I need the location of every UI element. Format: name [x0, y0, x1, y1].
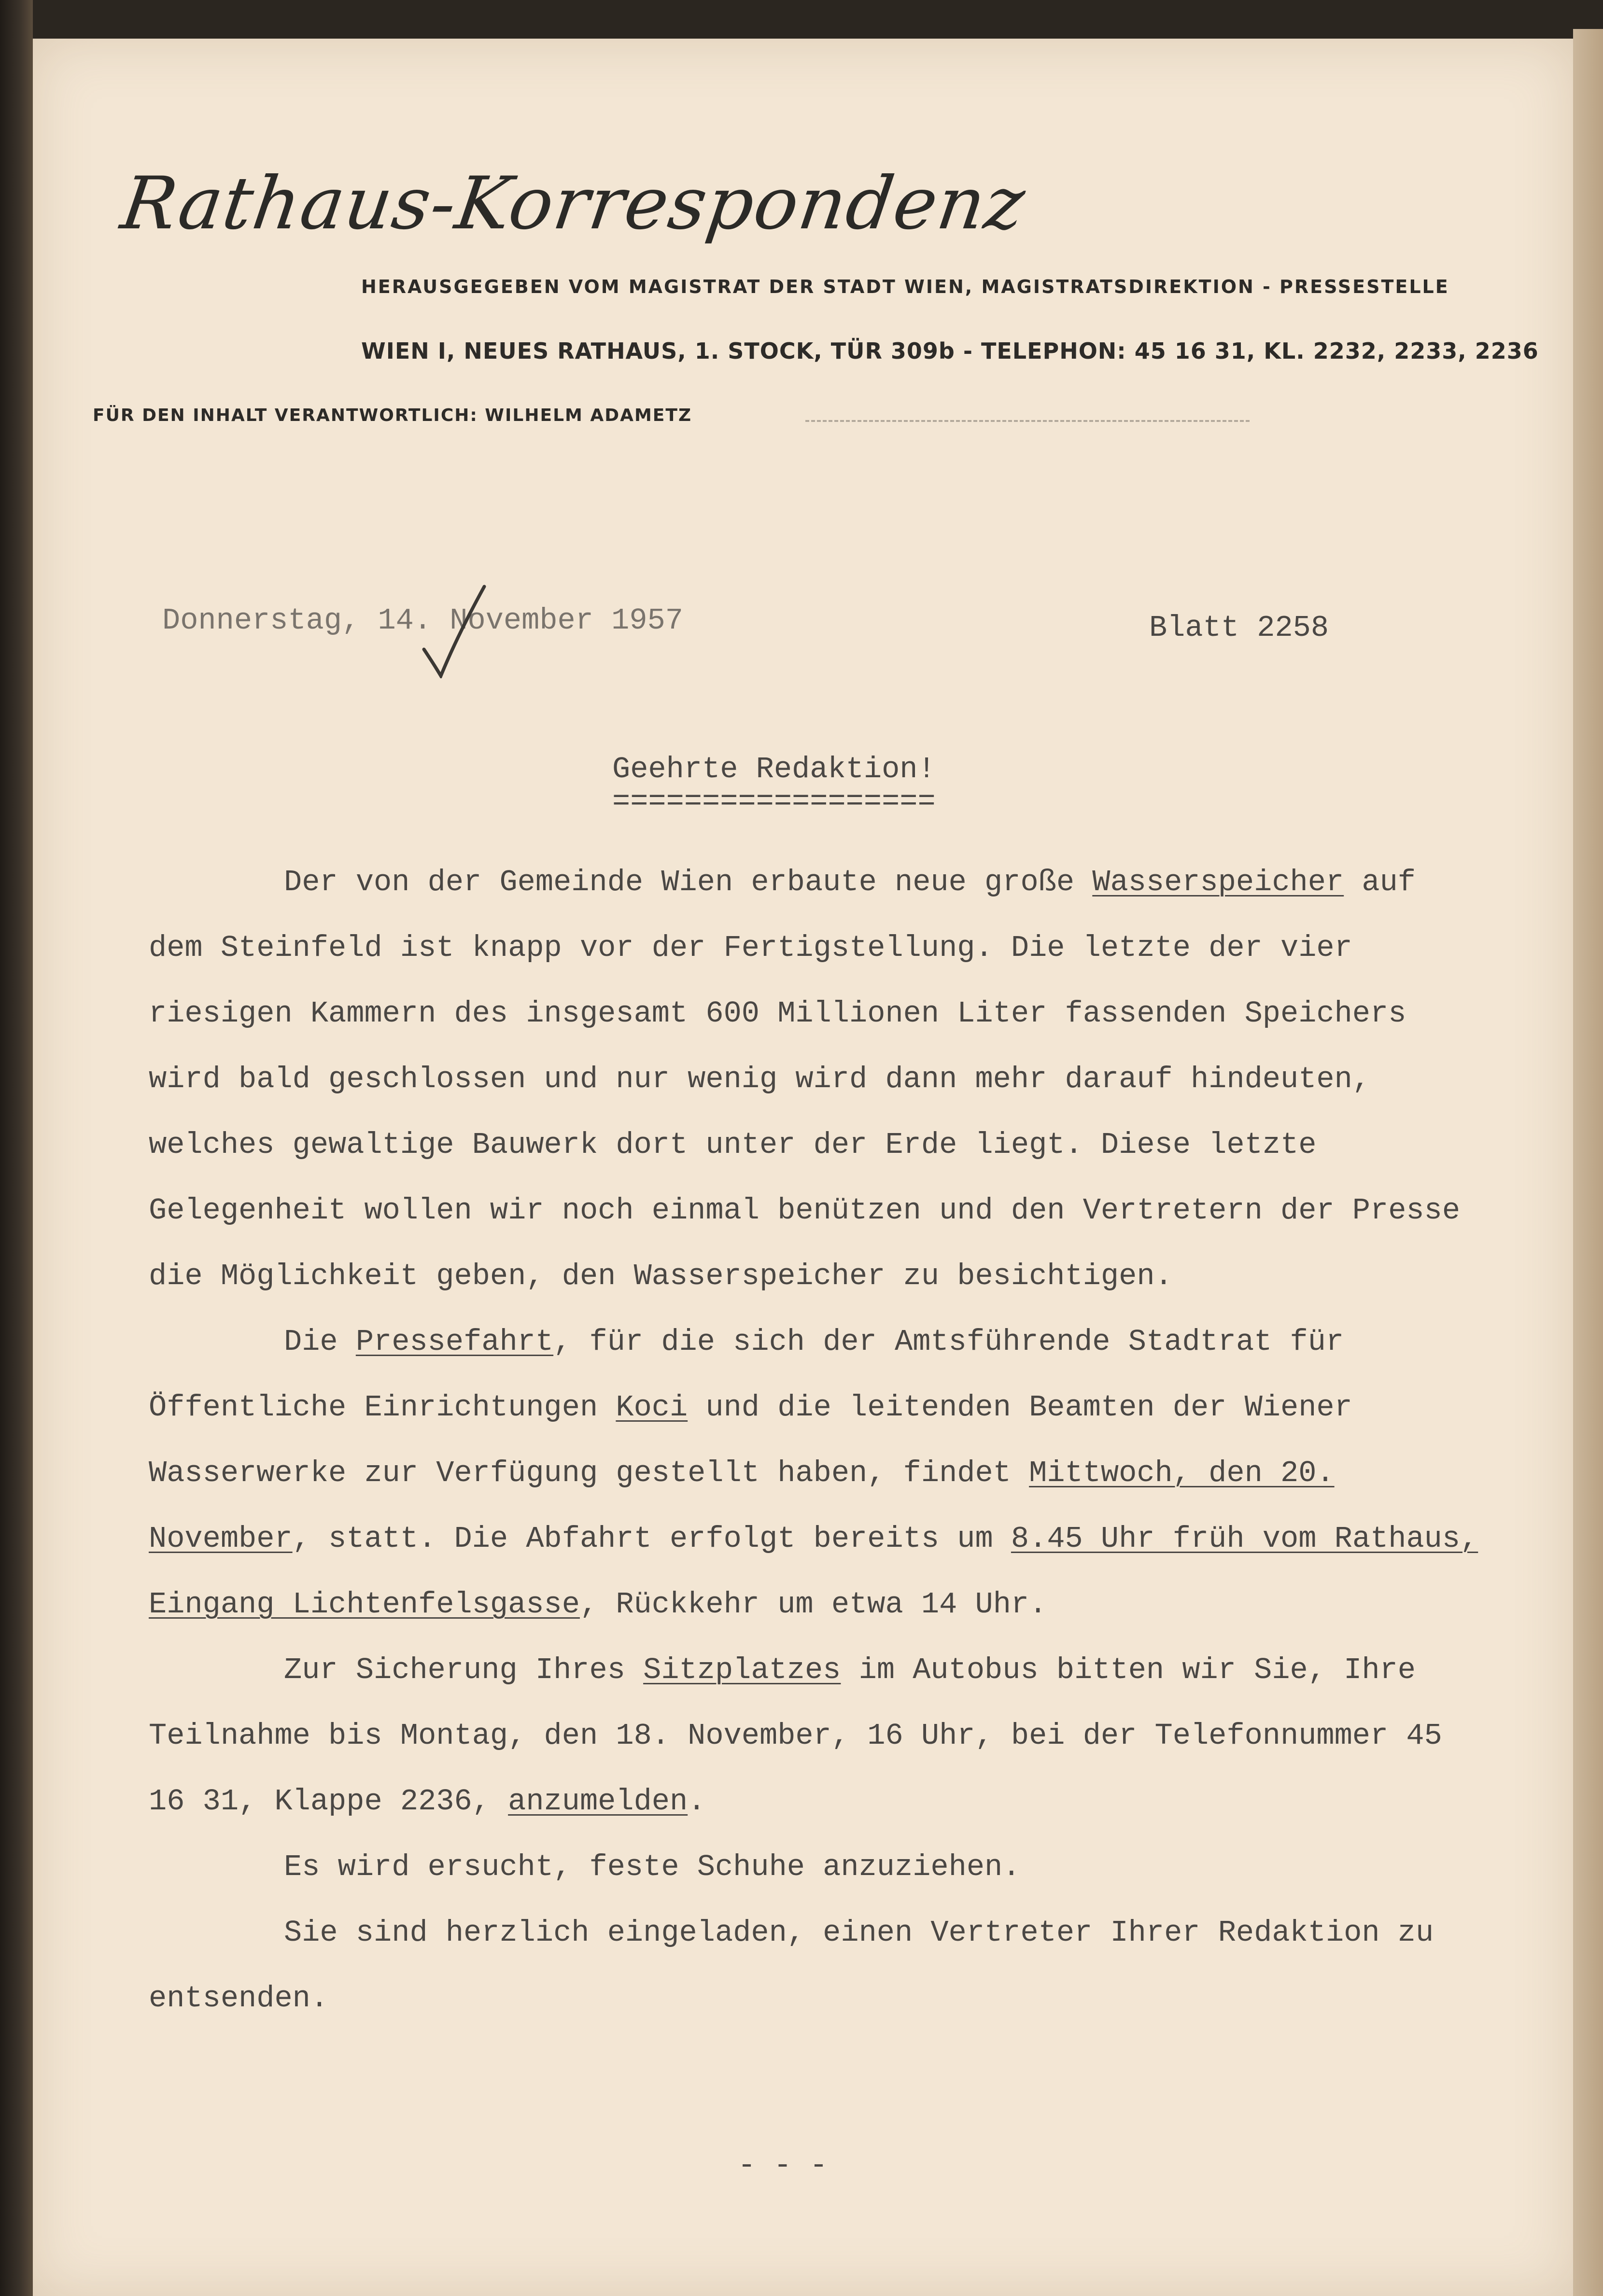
underlined-term: Sitzplatzes	[643, 1653, 841, 1687]
paragraph-registration: Zur Sicherung Ihres Sitzplatzes im Autobus bitten wir Sie, Ihre Teilnahme bis Montag, den 18. November, 16 Uhr, bei der Telefonnummer 45 16 31, Klappe 2236, anzumelden.	[149, 1653, 1442, 1819]
underlined-term: Wasserspeicher	[1092, 865, 1344, 899]
salutation-underline: ==================	[612, 784, 936, 819]
salutation: Geehrte Redaktion!	[612, 752, 936, 786]
underlined-term: Pressefahrt	[355, 1325, 554, 1359]
masthead-title: Rathaus-Korrespondenz	[116, 162, 1031, 246]
paragraph-press-trip: Die Pressefahrt, für die sich der Amtsführende Stadtrat für Öffentliche Einrichtungen Koci und die leitenden Beamten der Wiener Wasserwerke zur Verfügung gestellt haben, findet Mittwoch, den 20. November, statt. Die Abfahrt erfolgt bereits um 8.45 Uhr früh vom Rathaus, Eingang Lichtenfelsgasse, Rückkehr um etwa 14 Uhr.	[149, 1325, 1478, 1622]
underlined-term: anzumelden	[508, 1784, 688, 1819]
masthead-publisher-line: HERAUSGEGEBEN VOM MAGISTRAT DER STADT WIEN, MAGISTRATSDIREKTION - PRESSESTELLE	[361, 276, 1449, 297]
faint-dashed-line	[805, 420, 1250, 424]
page-stack-edge	[1573, 29, 1603, 2296]
document-date: Donnerstag, 14. November 1957	[162, 603, 683, 638]
end-mark: - - -	[738, 2148, 828, 2183]
paragraph-water-reservoir: Der von der Gemeinde Wien erbaute neue große Wasserspeicher auf dem Steinfeld ist knapp vor der Fertigstellung. Die letzte der vier riesigen Kammern des insgesamt 600 Millionen Liter fassenden Speichers wird bald geschlossen und nur wenig wird dann mehr darauf hindeuten, welches gewaltige Bauwerk dort unter der Erde liegt. Diese letzte Gelegenheit wollen wir noch einmal benützen und den Vertretern der Presse die Möglichkeit geben, den Wasserspeicher zu besichtigen.	[149, 865, 1461, 1293]
masthead-address-line: WIEN I, NEUES RATHAUS, 1. STOCK, TÜR 309b - TELEPHON: 45 16 31, KL. 2232, 2233, 2236	[361, 338, 1539, 364]
scan-top-edge	[33, 0, 1603, 39]
document-page	[33, 39, 1573, 2296]
letter-body	[149, 850, 1481, 2031]
underlined-term: Koci	[616, 1390, 688, 1425]
underlined-term: 8.45 Uhr früh vom Rathaus, Eingang Lichtenfelsgasse	[149, 1522, 1478, 1622]
binding-spine	[0, 0, 33, 2296]
masthead-responsible-line: FÜR DEN INHALT VERANTWORTLICH: WILHELM ADAMETZ	[93, 406, 692, 425]
underlined-term: Mittwoch, den 20. November	[149, 1456, 1335, 1556]
paragraph-shoes: Es wird ersucht, feste Schuhe anzuziehen.	[284, 1850, 1021, 1884]
paragraph-invitation: Sie sind herzlich eingeladen, einen Vertreter Ihrer Redaktion zu entsenden.	[149, 1916, 1434, 2016]
sheet-number: Blatt 2258	[1149, 611, 1329, 645]
handwritten-check-mark	[419, 582, 487, 678]
